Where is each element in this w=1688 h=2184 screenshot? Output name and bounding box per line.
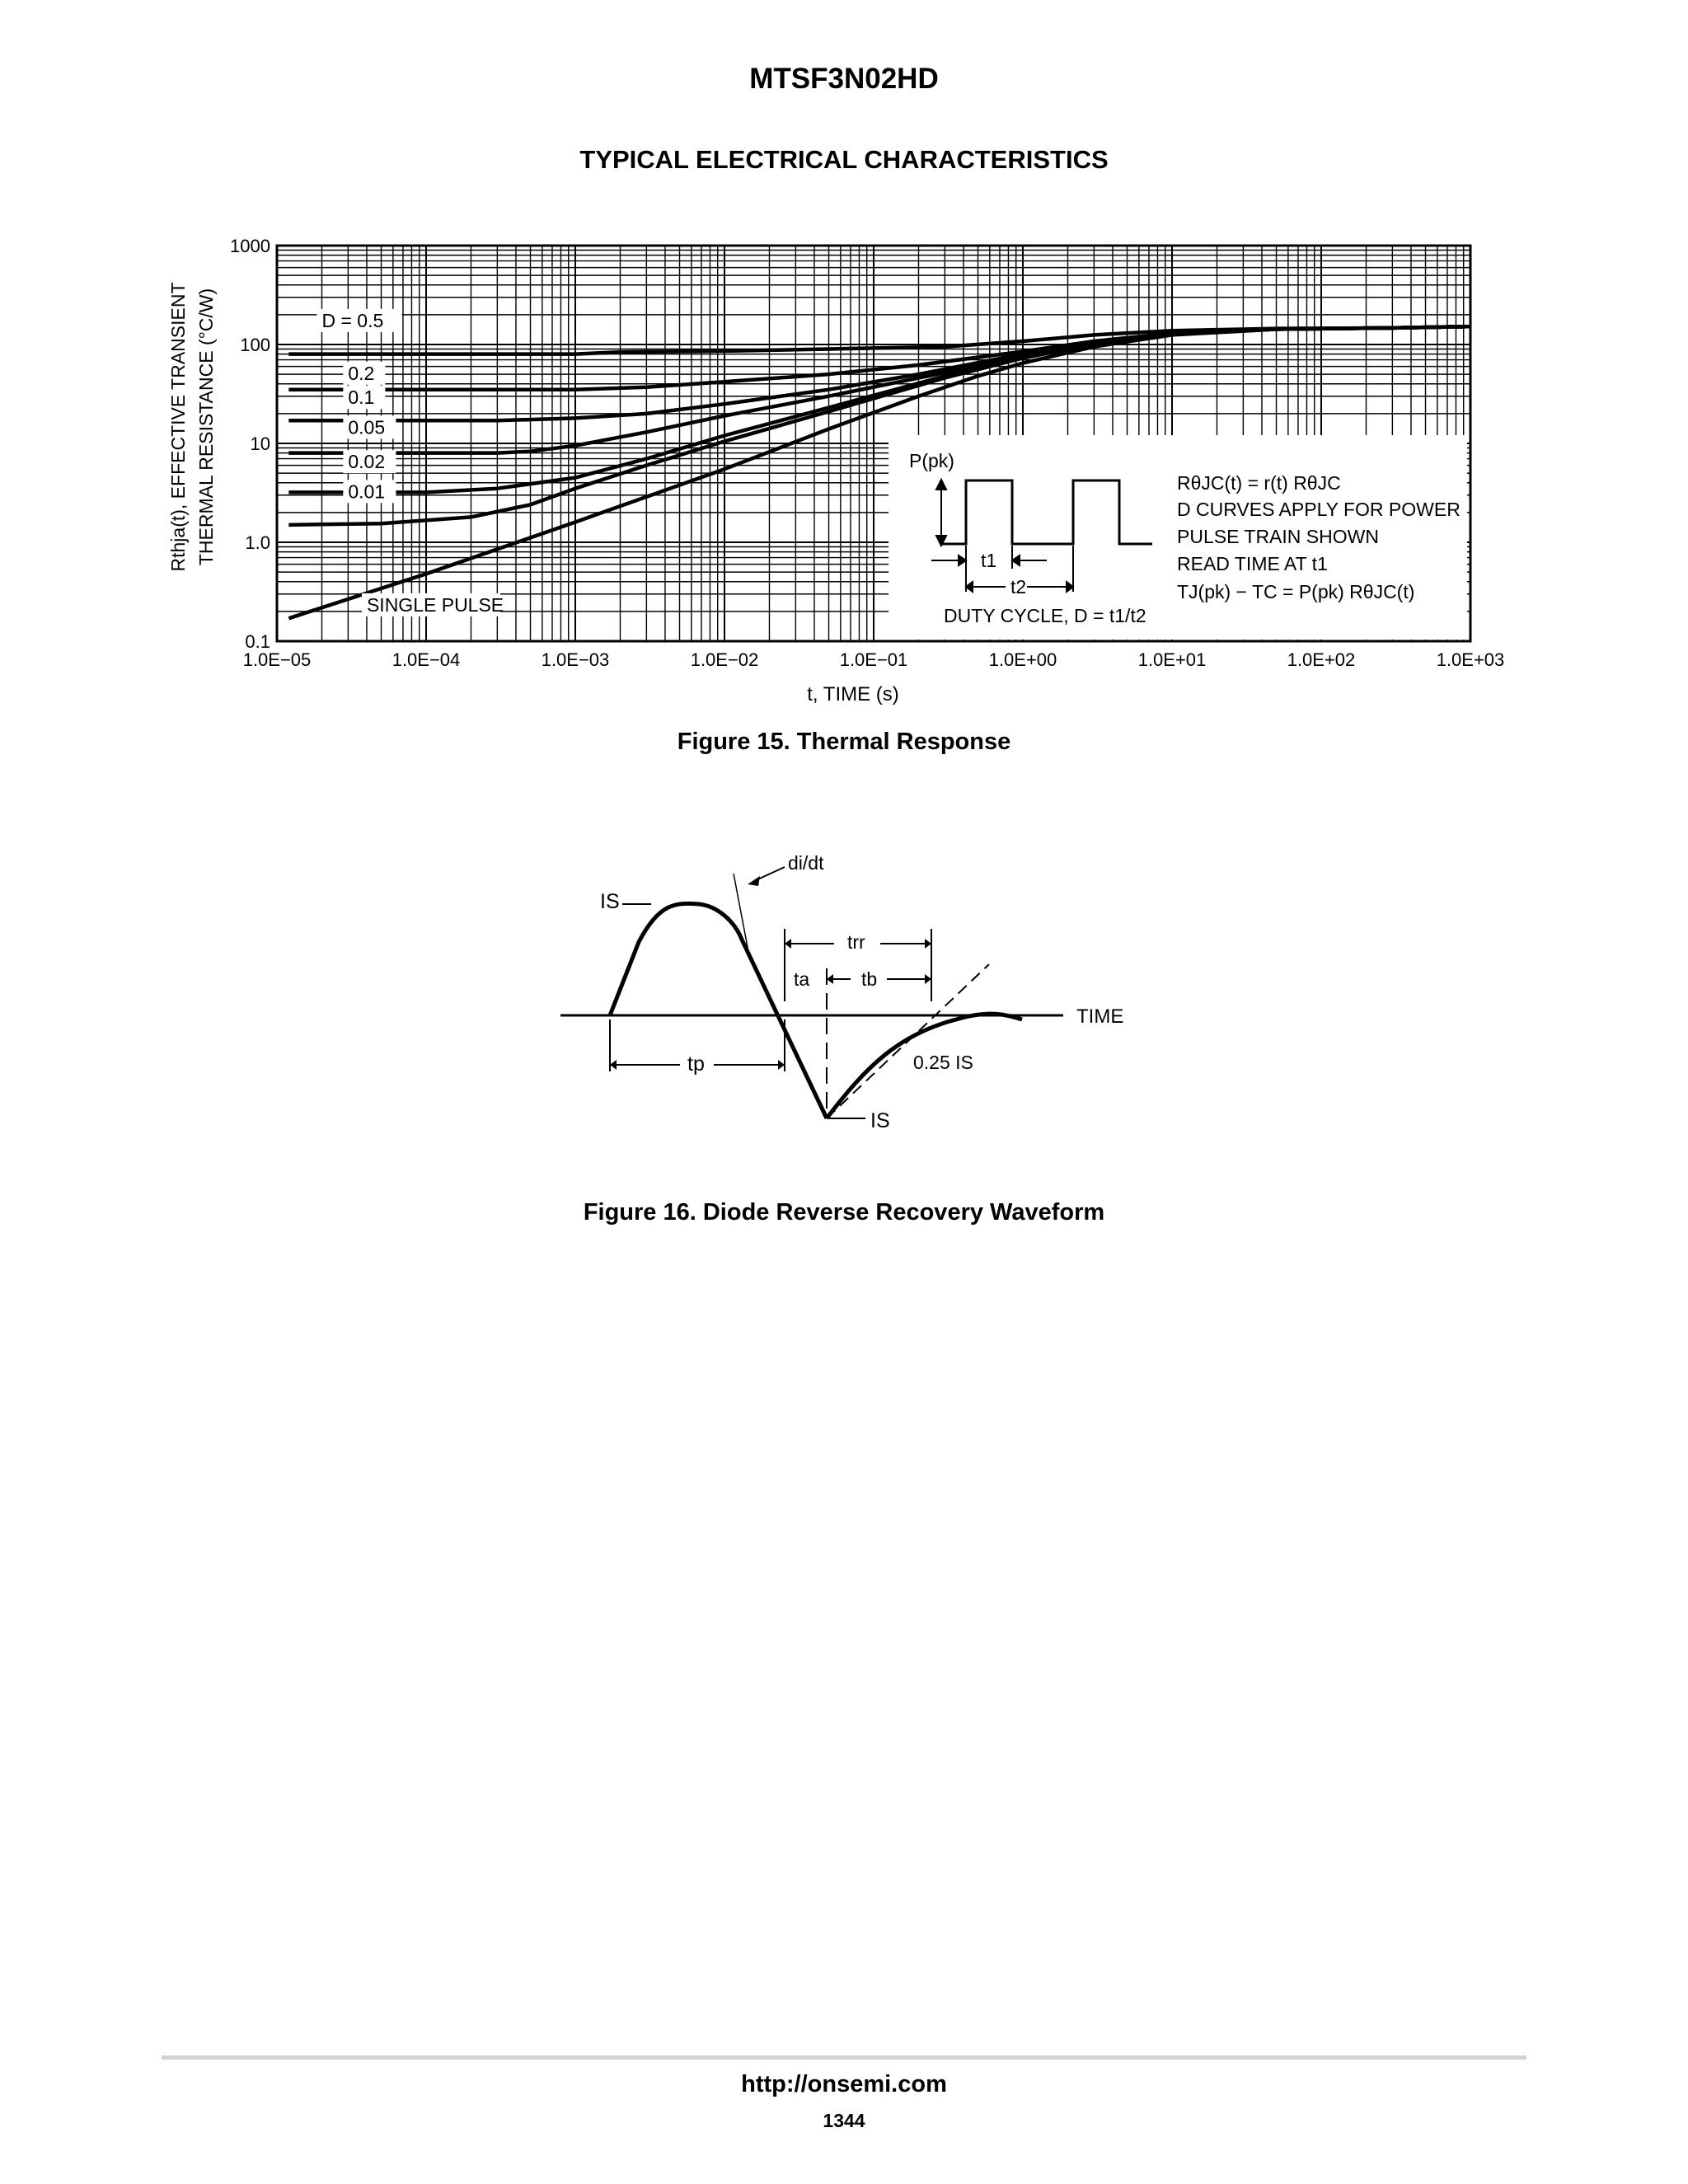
y-axis-title-line2: THERMAL RESISTANCE (°C/W): [195, 288, 217, 566]
series-label-0: D = 0.5: [321, 309, 384, 331]
inset-note-1: RθJC(t) = r(t) RθJC: [1177, 472, 1341, 494]
tp-label: tp: [687, 1052, 705, 1076]
y-tick-label: 0.1: [245, 631, 270, 652]
x-axis-title: t, TIME (s): [807, 683, 899, 705]
x-tick-label: 1.0E−05: [242, 649, 312, 670]
duty-cycle-label: DUTY CYCLE, D = t1/t2: [944, 605, 1146, 626]
quarter-is-label: 0.25 IS: [913, 1052, 973, 1073]
current-waveform: [610, 903, 827, 1118]
figure-16-caption: Figure 16. Diode Reverse Recovery Waveform: [583, 1199, 1105, 1226]
part-number-header: MTSF3N02HD: [749, 63, 939, 95]
footer-url[interactable]: http://onsemi.com: [741, 2071, 947, 2097]
x-tick-label: 1.0E−03: [541, 649, 610, 670]
series-label-1: 0.2: [348, 362, 375, 384]
is-reverse-label: IS: [870, 1109, 890, 1132]
figure-15-caption: Figure 15. Thermal Response: [677, 729, 1011, 755]
didt-tangent: [734, 874, 750, 960]
series-line-2: [288, 326, 1470, 420]
series-label-6: SINGLE PULSE: [366, 593, 504, 616]
t1-label: t1: [981, 550, 997, 571]
section-title: TYPICAL ELECTRICAL CHARACTERISTICS: [579, 145, 1109, 174]
y-axis-title-line1: Rthja(t), EFFECTIVE TRANSIENT: [167, 282, 189, 572]
is-peak-label: IS: [600, 890, 620, 913]
series-label-2: 0.1: [348, 387, 375, 409]
x-tick-label: 1.0E+01: [1137, 649, 1207, 670]
x-tick-label: 1.0E−04: [392, 649, 461, 670]
tb-label: tb: [861, 968, 878, 990]
inset-note-4: READ TIME AT t1: [1177, 553, 1328, 574]
y-tick-label: 100: [240, 335, 270, 355]
diode-reverse-recovery-diagram: [544, 837, 1137, 1166]
x-tick-label: 1.0E−02: [690, 649, 759, 670]
didt-label: di/dt: [788, 852, 824, 874]
inset-note-2: D CURVES APPLY FOR POWER: [1177, 499, 1461, 520]
y-tick-label: 10: [250, 434, 270, 454]
ta-label: ta: [794, 968, 810, 990]
t2-label: t2: [1010, 576, 1027, 598]
thermal-response-chart: [0, 0, 1688, 742]
inset-note-5: TJ(pk) − TC = P(pk) RθJC(t): [1177, 581, 1415, 602]
time-axis-label: TIME: [1076, 1005, 1124, 1028]
series-label-4: 0.02: [348, 451, 386, 473]
x-tick-label: 1.0E+03: [1436, 649, 1505, 670]
trr-label: trr: [847, 931, 865, 953]
recovery-tangent-dashed: [827, 964, 989, 1118]
didt-arrowhead: [748, 876, 760, 886]
x-tick-label: 1.0E+00: [988, 649, 1057, 670]
y-tick-label: 1000: [230, 236, 270, 256]
y-tick-label: 1.0: [245, 532, 270, 553]
footer-divider: [162, 2055, 1526, 2060]
ppk-label: P(pk): [909, 450, 954, 471]
series-label-3: 0.05: [348, 416, 386, 438]
x-tick-label: 1.0E+02: [1287, 649, 1356, 670]
page-number: 1344: [823, 2110, 865, 2131]
series-label-5: 0.01: [348, 480, 386, 503]
x-tick-label: 1.0E−01: [839, 649, 908, 670]
inset-note-3: PULSE TRAIN SHOWN: [1177, 526, 1379, 547]
